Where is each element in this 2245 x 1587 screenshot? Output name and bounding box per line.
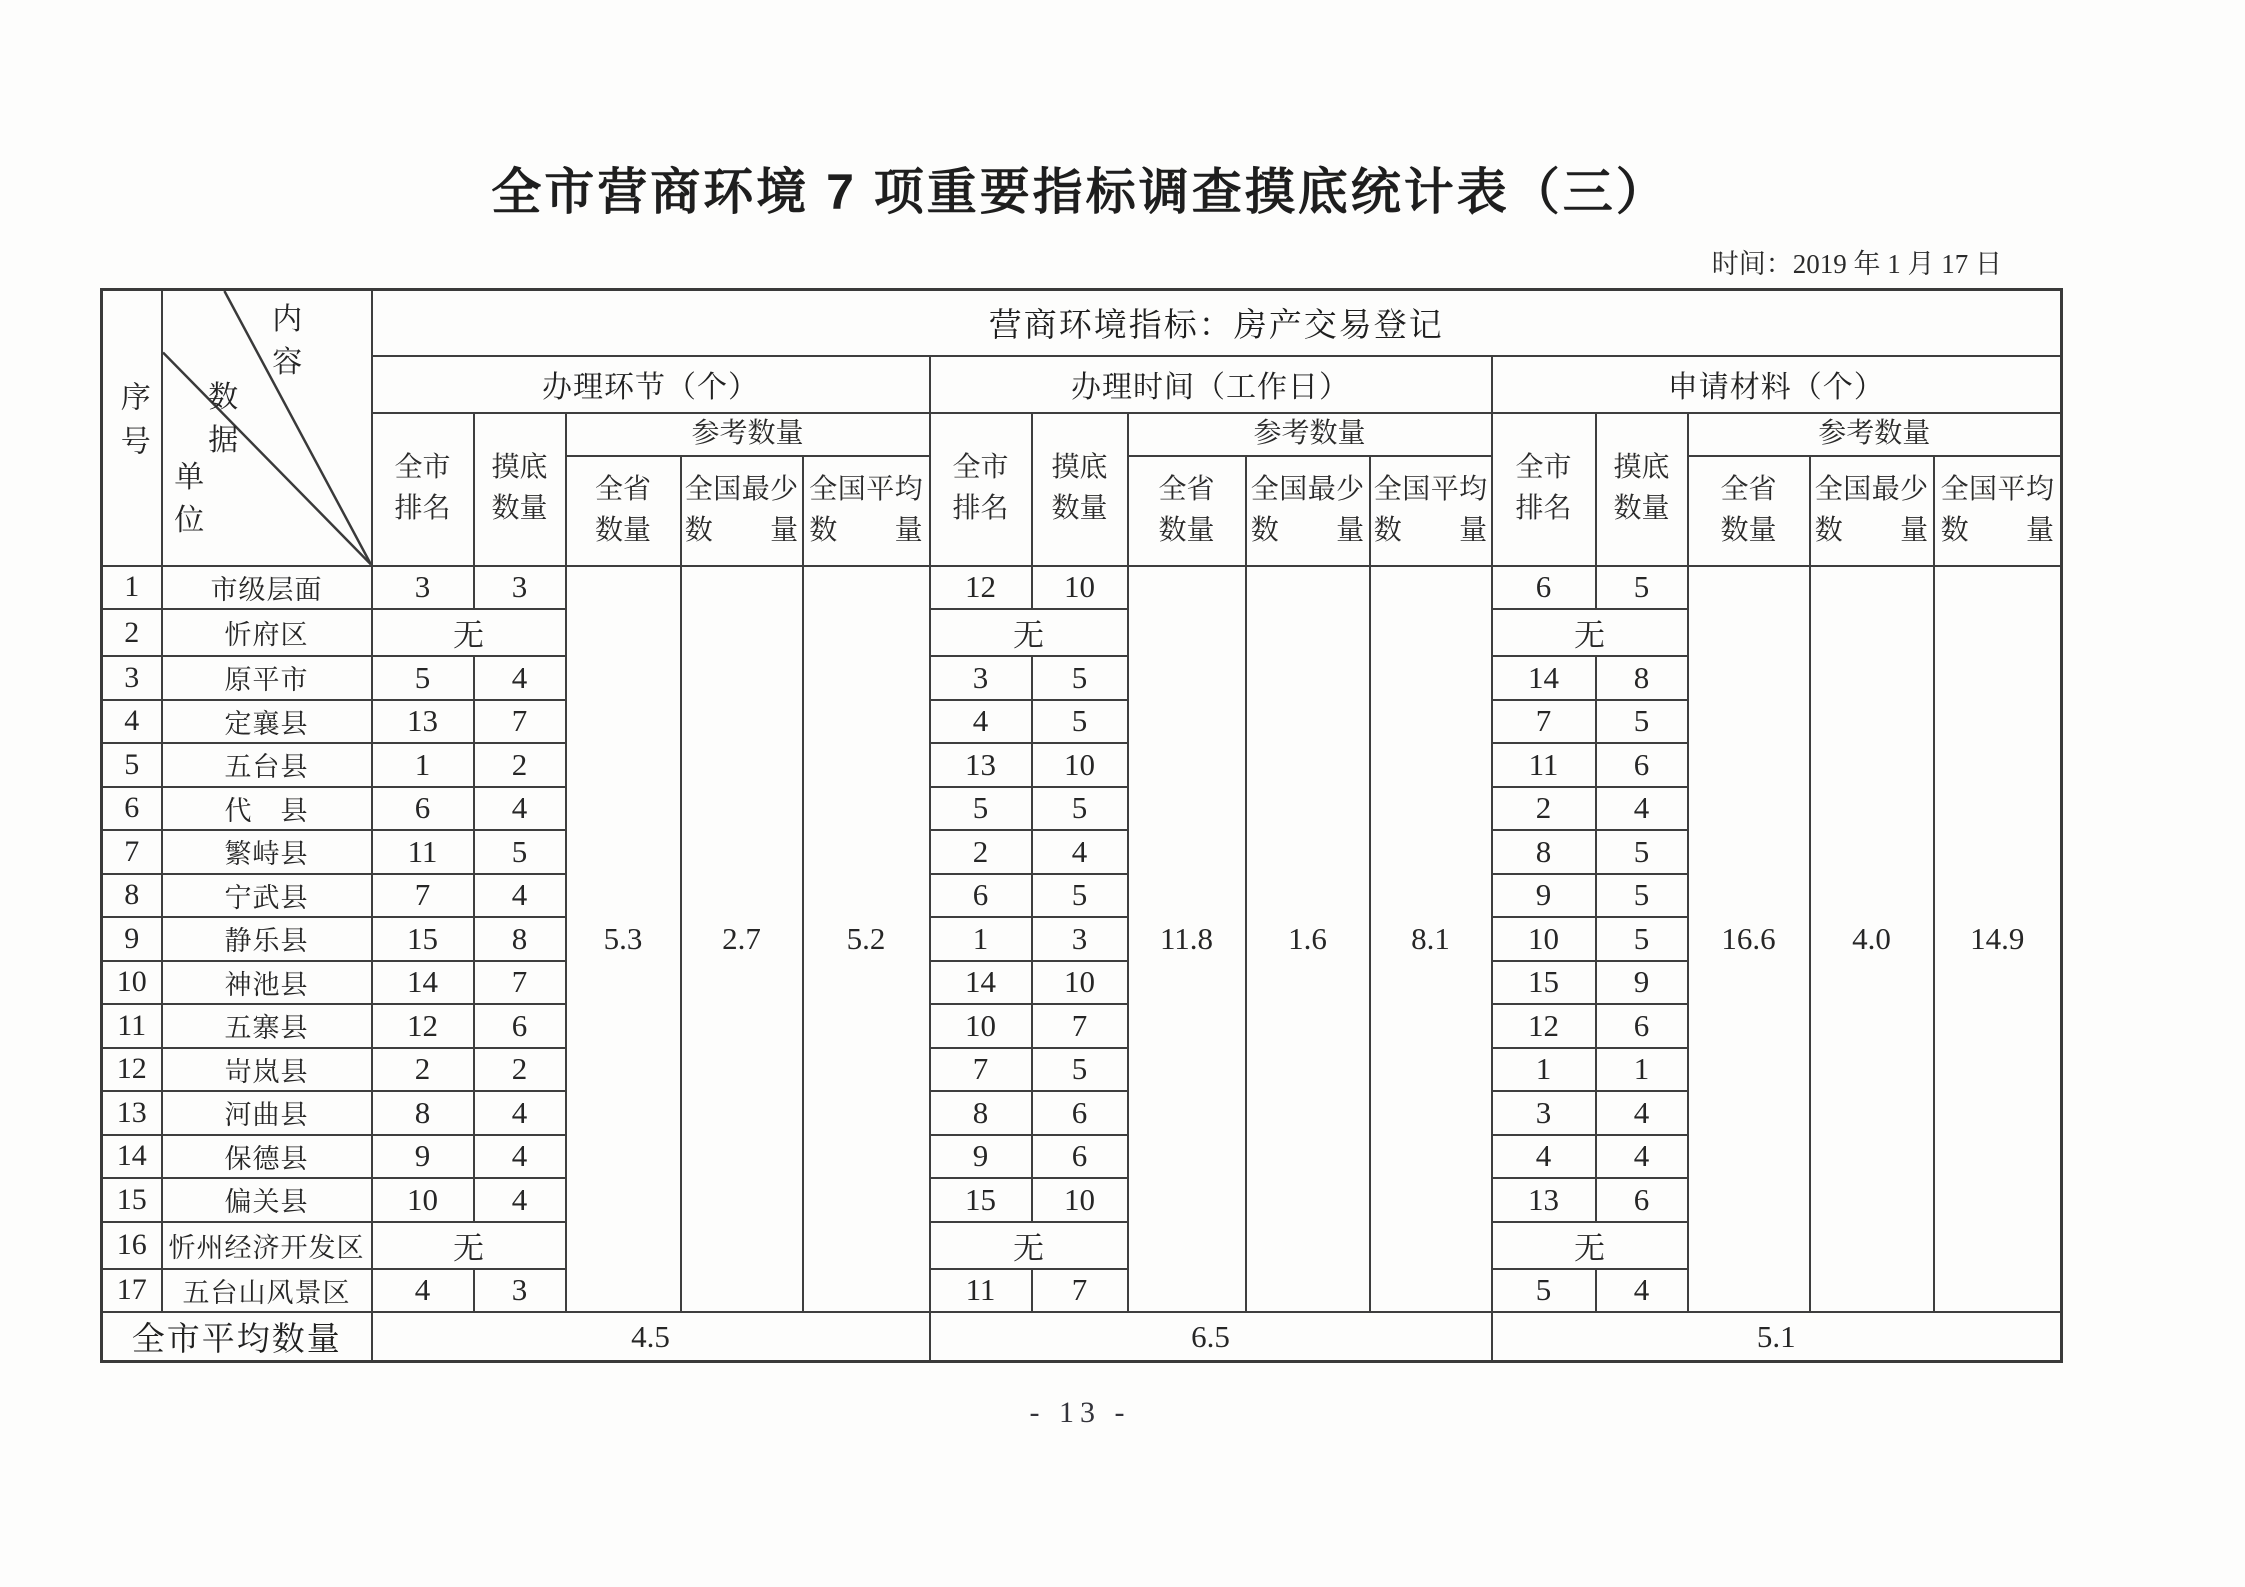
survey-qty-cell: 5 [1032, 1048, 1128, 1092]
rank-header [930, 413, 1032, 566]
survey-qty-cell: 10 [1032, 961, 1128, 1005]
survey-qty-cell: 10 [1032, 1178, 1128, 1222]
rank-cell: 13 [930, 743, 1032, 787]
rank-cell: 8 [1492, 830, 1596, 874]
row-number: 16 [102, 1222, 162, 1269]
statistics-table [100, 288, 2063, 1363]
row-number: 2 [102, 609, 162, 656]
city-average-time: 6.5 [930, 1312, 1492, 1362]
rank-cell: 10 [930, 1004, 1032, 1048]
rank-cell: 4 [372, 1269, 474, 1313]
rank-cell: 2 [1492, 787, 1596, 831]
no-data-cell: 无 [1492, 609, 1688, 656]
reference-value-cell: 2.7 [681, 566, 803, 1313]
reference-value-cell: 16.6 [1688, 566, 1810, 1313]
table-footer [102, 1312, 2062, 1362]
survey-qty-cell: 6 [1596, 1178, 1688, 1222]
rank-header-label: 全市排名 [394, 452, 451, 524]
survey-qty-cell: 4 [474, 656, 566, 700]
district-name: 原平市 [162, 656, 372, 700]
survey-qty-cell: 2 [474, 1048, 566, 1092]
rank-cell: 8 [930, 1091, 1032, 1135]
survey-qty-cell: 5 [1032, 700, 1128, 744]
reference-value-cell: 4.0 [1810, 566, 1934, 1313]
rank-cell: 7 [1492, 700, 1596, 744]
district-name: 偏关县 [162, 1178, 372, 1222]
district-name: 宁武县 [162, 874, 372, 918]
survey-qty-cell: 5 [1596, 700, 1688, 744]
survey-qty-cell: 4 [1596, 1091, 1688, 1135]
rank-cell: 14 [1492, 656, 1596, 700]
rank-cell: 9 [1492, 874, 1596, 918]
rank-cell: 10 [372, 1178, 474, 1222]
national-min-header [1810, 456, 1934, 566]
district-name: 五台山风景区 [162, 1269, 372, 1313]
survey-qty-cell: 10 [1032, 566, 1128, 610]
survey-qty-cell: 4 [474, 787, 566, 831]
rank-cell: 3 [930, 656, 1032, 700]
row-number: 6 [102, 787, 162, 831]
row-number: 3 [102, 656, 162, 700]
serial-column-header [102, 290, 162, 566]
rank-header [372, 413, 474, 566]
page-title: 全市营商环境 7 项重要指标调查摸底统计表（三） [491, 164, 1669, 220]
no-data-cell: 无 [930, 609, 1128, 656]
row-number: 10 [102, 961, 162, 1005]
rank-cell: 5 [372, 656, 474, 700]
survey-qty-cell: 8 [1596, 656, 1688, 700]
rank-cell: 15 [930, 1178, 1032, 1222]
rank-cell: 13 [1492, 1178, 1596, 1222]
rank-header-label: 全市排名 [1515, 452, 1572, 524]
group-header-materials: 申请材料（个） [1492, 356, 2062, 413]
corner-label-content: 内容 [272, 303, 303, 379]
survey-header-label: 摸底数量 [1051, 452, 1108, 524]
table-header [102, 290, 2062, 566]
survey-qty-cell: 9 [1596, 961, 1688, 1005]
row-number: 17 [102, 1269, 162, 1313]
reference-header: 参考数量 [1128, 413, 1492, 456]
district-name: 忻州经济开发区 [162, 1222, 372, 1269]
national-min-label: 全国最少数量 [1814, 473, 1929, 546]
rank-header [1492, 413, 1596, 566]
city-average-steps: 4.5 [372, 1312, 930, 1362]
district-name: 五寨县 [162, 1004, 372, 1048]
rank-cell: 1 [1492, 1048, 1596, 1092]
rank-cell: 5 [1492, 1269, 1596, 1313]
district-name: 静乐县 [162, 917, 372, 961]
no-data-cell: 无 [372, 609, 566, 656]
survey-qty-cell: 7 [474, 700, 566, 744]
survey-qty-cell: 4 [474, 1178, 566, 1222]
rank-cell: 15 [372, 917, 474, 961]
rank-cell: 1 [372, 743, 474, 787]
survey-qty-cell: 5 [1596, 917, 1688, 961]
survey-qty-cell: 2 [474, 743, 566, 787]
page-number: - 13 - [1029, 1396, 1131, 1429]
survey-header [474, 413, 566, 566]
table-row [102, 566, 2062, 610]
row-number: 9 [102, 917, 162, 961]
survey-qty-cell: 4 [1032, 830, 1128, 874]
rank-cell: 7 [372, 874, 474, 918]
rank-header-label: 全市排名 [952, 452, 1009, 524]
national-min-header [681, 456, 803, 566]
group-header-time: 办理时间（工作日） [930, 356, 1492, 413]
rank-cell: 14 [930, 961, 1032, 1005]
rank-cell: 4 [930, 700, 1032, 744]
city-average-materials: 5.1 [1492, 1312, 2062, 1362]
rank-cell: 2 [372, 1048, 474, 1092]
survey-qty-cell: 3 [474, 566, 566, 610]
row-number: 15 [102, 1178, 162, 1222]
national-min-header [1246, 456, 1370, 566]
national-min-label: 全国最少数量 [684, 473, 799, 546]
province-qty-label: 全省数量 [594, 473, 651, 546]
district-name: 繁峙县 [162, 830, 372, 874]
national-min-label: 全国最少数量 [1250, 473, 1365, 546]
reference-header: 参考数量 [1688, 413, 2062, 456]
rank-cell: 2 [930, 830, 1032, 874]
survey-qty-cell: 6 [1596, 1004, 1688, 1048]
survey-qty-cell: 10 [1032, 743, 1128, 787]
rank-cell: 11 [1492, 743, 1596, 787]
row-number: 8 [102, 874, 162, 918]
group-header-steps: 办理环节（个） [372, 356, 930, 413]
survey-qty-cell: 5 [1032, 787, 1128, 831]
serial-header-label: 序号 [115, 381, 149, 470]
survey-qty-cell: 7 [1032, 1004, 1128, 1048]
rank-cell: 6 [1492, 566, 1596, 610]
rank-cell: 6 [930, 874, 1032, 918]
no-data-cell: 无 [930, 1222, 1128, 1269]
rank-cell: 3 [372, 566, 474, 610]
reference-value-cell: 5.3 [566, 566, 681, 1313]
survey-qty-cell: 3 [474, 1269, 566, 1313]
reference-value-cell: 11.8 [1128, 566, 1246, 1313]
rank-cell: 8 [372, 1091, 474, 1135]
district-name: 河曲县 [162, 1091, 372, 1135]
survey-qty-cell: 4 [1596, 1135, 1688, 1179]
district-name: 忻府区 [162, 609, 372, 656]
no-data-cell: 无 [372, 1222, 566, 1269]
district-name: 代 县 [162, 787, 372, 831]
national-avg-label: 全国平均数量 [809, 473, 923, 546]
row-number: 13 [102, 1091, 162, 1135]
rank-cell: 10 [1492, 917, 1596, 961]
survey-qty-cell: 6 [1032, 1135, 1128, 1179]
national-avg-header [1934, 456, 2062, 566]
reference-value-cell: 5.2 [803, 566, 930, 1313]
rank-cell: 9 [930, 1135, 1032, 1179]
province-qty-header [1688, 456, 1810, 566]
district-name: 岢岚县 [162, 1048, 372, 1092]
rank-cell: 1 [930, 917, 1032, 961]
survey-header [1032, 413, 1128, 566]
average-row [102, 1312, 2062, 1362]
rank-cell: 13 [372, 700, 474, 744]
survey-header [1596, 413, 1688, 566]
row-number: 1 [102, 566, 162, 610]
district-name: 五台县 [162, 743, 372, 787]
survey-qty-cell: 8 [474, 917, 566, 961]
survey-qty-cell: 6 [1596, 743, 1688, 787]
survey-qty-cell: 6 [1032, 1091, 1128, 1135]
survey-qty-cell: 7 [1032, 1269, 1128, 1313]
rank-cell: 5 [930, 787, 1032, 831]
survey-qty-cell: 3 [1032, 917, 1128, 961]
rank-cell: 4 [1492, 1135, 1596, 1179]
survey-header-label: 摸底数量 [1613, 452, 1670, 524]
indicator-header: 营商环境指标：房产交易登记 [372, 290, 2062, 356]
survey-qty-cell: 5 [1596, 566, 1688, 610]
survey-qty-cell: 4 [474, 1135, 566, 1179]
row-number: 12 [102, 1048, 162, 1092]
rank-cell: 15 [1492, 961, 1596, 1005]
reference-value-cell: 8.1 [1370, 566, 1492, 1313]
rank-cell: 14 [372, 961, 474, 1005]
survey-qty-cell: 4 [1596, 1269, 1688, 1313]
rank-cell: 6 [372, 787, 474, 831]
rank-cell: 12 [930, 566, 1032, 610]
survey-qty-cell: 5 [1596, 874, 1688, 918]
survey-header-label: 摸底数量 [491, 452, 548, 524]
national-avg-label: 全国平均数量 [1940, 473, 2054, 546]
reference-value-cell: 14.9 [1934, 566, 2062, 1313]
no-data-cell: 无 [1492, 1222, 1688, 1269]
row-number: 4 [102, 700, 162, 744]
rank-cell: 11 [930, 1269, 1032, 1313]
survey-qty-cell: 1 [1596, 1048, 1688, 1092]
national-avg-header [1370, 456, 1492, 566]
province-qty-header [566, 456, 681, 566]
survey-qty-cell: 4 [1596, 787, 1688, 831]
district-name: 市级层面 [162, 566, 372, 610]
city-average-label: 全市平均数量 [102, 1312, 372, 1362]
rank-cell: 3 [1492, 1091, 1596, 1135]
survey-qty-cell: 5 [1032, 656, 1128, 700]
survey-qty-cell: 5 [1032, 874, 1128, 918]
corner-label-data: 数据 [208, 381, 239, 457]
row-number: 5 [102, 743, 162, 787]
province-qty-label: 全省数量 [1158, 473, 1215, 546]
district-name: 神池县 [162, 961, 372, 1005]
row-number: 11 [102, 1004, 162, 1048]
rank-cell: 11 [372, 830, 474, 874]
survey-qty-cell: 4 [474, 874, 566, 918]
survey-qty-cell: 7 [474, 961, 566, 1005]
reference-value-cell: 1.6 [1246, 566, 1370, 1313]
national-avg-label: 全国平均数量 [1373, 473, 1488, 546]
province-qty-label: 全省数量 [1720, 473, 1777, 546]
row-number: 14 [102, 1135, 162, 1179]
date-label: 时间：2019 年 1 月 17 日 [1711, 249, 2002, 279]
corner-label-unit: 单位 [174, 461, 205, 537]
district-name: 保德县 [162, 1135, 372, 1179]
rank-cell: 7 [930, 1048, 1032, 1092]
survey-qty-cell: 6 [474, 1004, 566, 1048]
national-avg-header [803, 456, 930, 566]
survey-qty-cell: 5 [1596, 830, 1688, 874]
row-number: 7 [102, 830, 162, 874]
rank-cell: 12 [372, 1004, 474, 1048]
district-name: 定襄县 [162, 700, 372, 744]
province-qty-header [1128, 456, 1246, 566]
survey-qty-cell: 4 [474, 1091, 566, 1135]
rank-cell: 12 [1492, 1004, 1596, 1048]
table-body [102, 566, 2062, 1313]
corner-cell [162, 290, 372, 566]
rank-cell: 9 [372, 1135, 474, 1179]
reference-header: 参考数量 [566, 413, 930, 456]
survey-qty-cell: 5 [474, 830, 566, 874]
